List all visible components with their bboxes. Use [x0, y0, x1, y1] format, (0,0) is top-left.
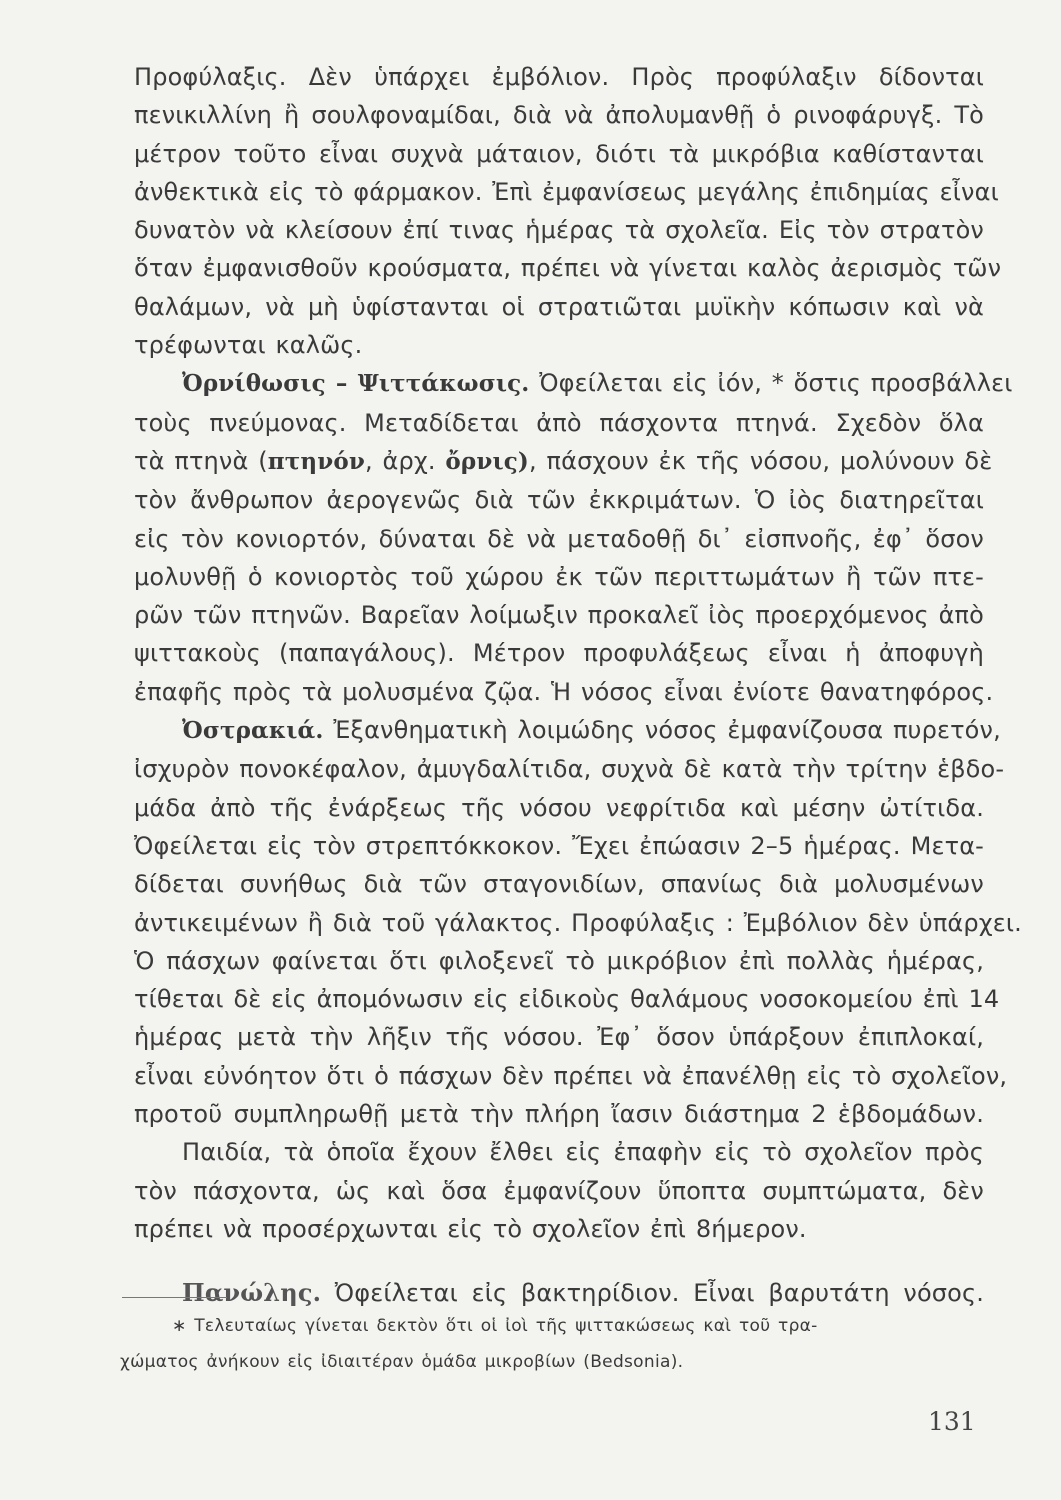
text-line: δυνατὸν νὰ κλείσουν ἐπί τινας ἡμέρας τὰ σχολεῖα. Εἰς τὸν στρατὸν — [134, 216, 984, 245]
text-line: ψιττακοὺς (παπαγάλους). Μέτρον προφυλάξεως εἶναι ἡ ἀποφυγὴ — [134, 639, 984, 668]
text-line: Προφύλαξις. Δὲν ὑπάρχει ἐμβόλιον. Πρὸς προφύλαξιν δίδονται — [134, 63, 984, 91]
page-number: 131 — [928, 1407, 976, 1436]
text-line: πενικιλλίνη ἢ σουλφοναμίδαι, διὰ νὰ ἀπολυμανθῇ ὁ ρινοφάρυγξ. Τὸ — [134, 101, 984, 130]
footnote — [120, 1308, 978, 1380]
section-plague — [134, 1274, 984, 1312]
section-heading: Πανώλης. — [182, 1278, 322, 1308]
text-line — [134, 364, 1013, 403]
term-bold: πτηνόν — [267, 447, 365, 475]
text-line: ὅταν ἐμφανισθοῦν κρούσματα, πρέπει νὰ γίνεται καλὸς ἀερισμὸς τῶν — [134, 254, 1002, 283]
text-line: προτοῦ συμπληρωθῇ μετὰ τὴν πλήρη ἴασιν διάστημα 2 ἑβδομάδων. — [134, 1100, 984, 1129]
paragraph-prophylaxis — [134, 58, 1002, 364]
text-line — [134, 711, 1001, 750]
footnote-divider — [122, 1297, 227, 1298]
text-line: ἀντικειμένων ἢ διὰ τοῦ γάλακτος. Προφύλαξις : Ἐμβόλιον δὲν ὑπάρχει. — [134, 908, 1022, 937]
text-line: τρέφωνται καλῶς. — [134, 331, 363, 360]
text-line: μέτρον τοῦτο εἶναι συχνὰ μάταιον, διότι τὰ μικρόβια καθίστανται — [134, 139, 984, 168]
section-heading: Ὀρνίθωσις – Ψιττάκωσις. — [182, 370, 530, 398]
text-run: , ἀρχ. — [364, 446, 446, 475]
section-ornithosis — [134, 364, 1013, 711]
text-line — [134, 1274, 984, 1312]
text-run: , πάσχουν ἐκ τῆς νόσου, μολύνουν δὲ — [528, 446, 993, 475]
text-line: Ὁ πάσχων φαίνεται ὅτι φιλοξενεῖ τὸ μικρόβιον ἐπὶ πολλὰς ἡμέρας, — [134, 946, 984, 975]
text-line: τὸν πάσχοντα, ὡς καὶ ὅσα ἐμφανίζουν ὕποπτα συμπτώματα, δὲν — [134, 1176, 984, 1205]
section-scarlet-fever — [134, 711, 1022, 1133]
text-line: ρῶν τῶν πτηνῶν. Βαρεῖαν λοίμωξιν προκαλεῖ ἰὸς προερχόμενος ἀπὸ — [134, 601, 984, 630]
text-line: πρέπει νὰ προσέρχωνται εἰς τὸ σχολεῖον ἐπὶ 8ήμερον. — [134, 1214, 807, 1243]
text-run: Ἐξανθηματικὴ λοιμώδης νόσος ἐμφανίζουσα πυρετόν, — [323, 716, 1001, 745]
text-line: θαλάμων, νὰ μὴ ὑφίστανται οἱ στρατιῶται μυϊκὴν κόπωσιν καὶ νὰ — [134, 292, 984, 321]
text-line: ἰσχυρὸν πονοκέφαλον, ἀμυγδαλίτιδα, συχνὰ δὲ κατὰ τὴν τρίτην ἑβδο- — [134, 755, 1005, 784]
footnote-line: χώματος ἀνήκουν εἰς ἰδιαιτέραν ὁμάδα μικροβίων (Bedsonia). — [120, 1352, 684, 1372]
text-line — [134, 442, 993, 481]
text-line: μάδα ἀπὸ τῆς ἐνάρξεως τῆς νόσου νεφρίτιδα καὶ μέσην ὠτίτιδα. — [134, 793, 984, 822]
text-line: ἡμέρας μετὰ τὴν λῆξιν τῆς νόσου. Ἐφ᾽ ὅσον ὑπάρξουν ἐπιπλοκαί, — [134, 1023, 984, 1052]
text-line: ἀνθεκτικὰ εἰς τὸ φάρμακον. Ἐπὶ ἐμφανίσεως μεγάλης ἐπιδημίας εἶναι — [134, 177, 999, 206]
text-line: τοὺς πνεύμονας. Μεταδίδεται ἀπὸ πάσχοντα πτηνά. Σχεδὸν ὅλα — [134, 408, 984, 437]
text-line: τὸν ἄνθρωπον ἀερογενῶς διὰ τῶν ἐκκριμάτων. Ὁ ἰὸς διατηρεῖται — [134, 486, 984, 515]
term-bold: ὄρνις) — [445, 447, 529, 475]
text-run: Ὀφείλεται εἰς ἰόν, * ὅστις προσβάλλει — [529, 369, 1013, 398]
text-line: Ὀφείλεται εἰς τὸν στρεπτόκκοκον. Ἔχει ἐπώασιν 2–5 ἡμέρας. Μετα- — [134, 831, 984, 860]
text-line: τίθεται δὲ εἰς ἀπομόνωσιν εἰς εἰδικοὺς θαλάμους νοσοκομείου ἐπὶ 14 — [134, 985, 1000, 1014]
footnote-line: ∗ Τελευταίως γίνεται δεκτὸν ὅτι οἱ ἰοὶ τῆς ψιττακώσεως καὶ τοῦ τρα- — [172, 1316, 818, 1336]
body-text — [134, 58, 1022, 1313]
text-line: δίδεται συνήθως διὰ τῶν σταγονιδίων, σπανίως διὰ μολυσμένων — [134, 870, 984, 899]
text-line: εἶναι εὐνόητον ὅτι ὁ πάσχων δὲν πρέπει νὰ ἐπανέλθῃ εἰς τὸ σχολεῖον, — [134, 1061, 1008, 1090]
section-heading: Ὀστρακιά. — [182, 717, 324, 745]
text-line: μολυνθῇ ὁ κονιορτὸς τοῦ χώρου ἐκ τῶν περιττωμάτων ἢ τῶν πτε- — [134, 562, 984, 591]
text-line: Παιδία, τὰ ὁποῖα ἔχουν ἔλθει εἰς ἐπαφὴν εἰς τὸ σχολεῖον πρὸς — [182, 1138, 984, 1167]
text-line: εἰς τὸν κονιορτόν, δύναται δὲ νὰ μεταδοθῇ δι᾽ εἰσπνοῆς, ἐφ᾽ ὅσον — [134, 524, 984, 553]
text-run: Ὀφείλεται εἰς βακτηρίδιον. Εἶναι βαρυτάτη νόσος. — [321, 1279, 984, 1308]
text-line: ἐπαφῆς πρὸς τὰ μολυσμένα ζῷα. Ἡ νόσος εἶναι ἐνίοτε θανατηφόρος. — [134, 677, 994, 706]
paragraph-gap — [134, 1248, 984, 1274]
text-run: τὰ πτηνὰ ( — [134, 446, 268, 475]
paragraph-children — [134, 1133, 984, 1248]
